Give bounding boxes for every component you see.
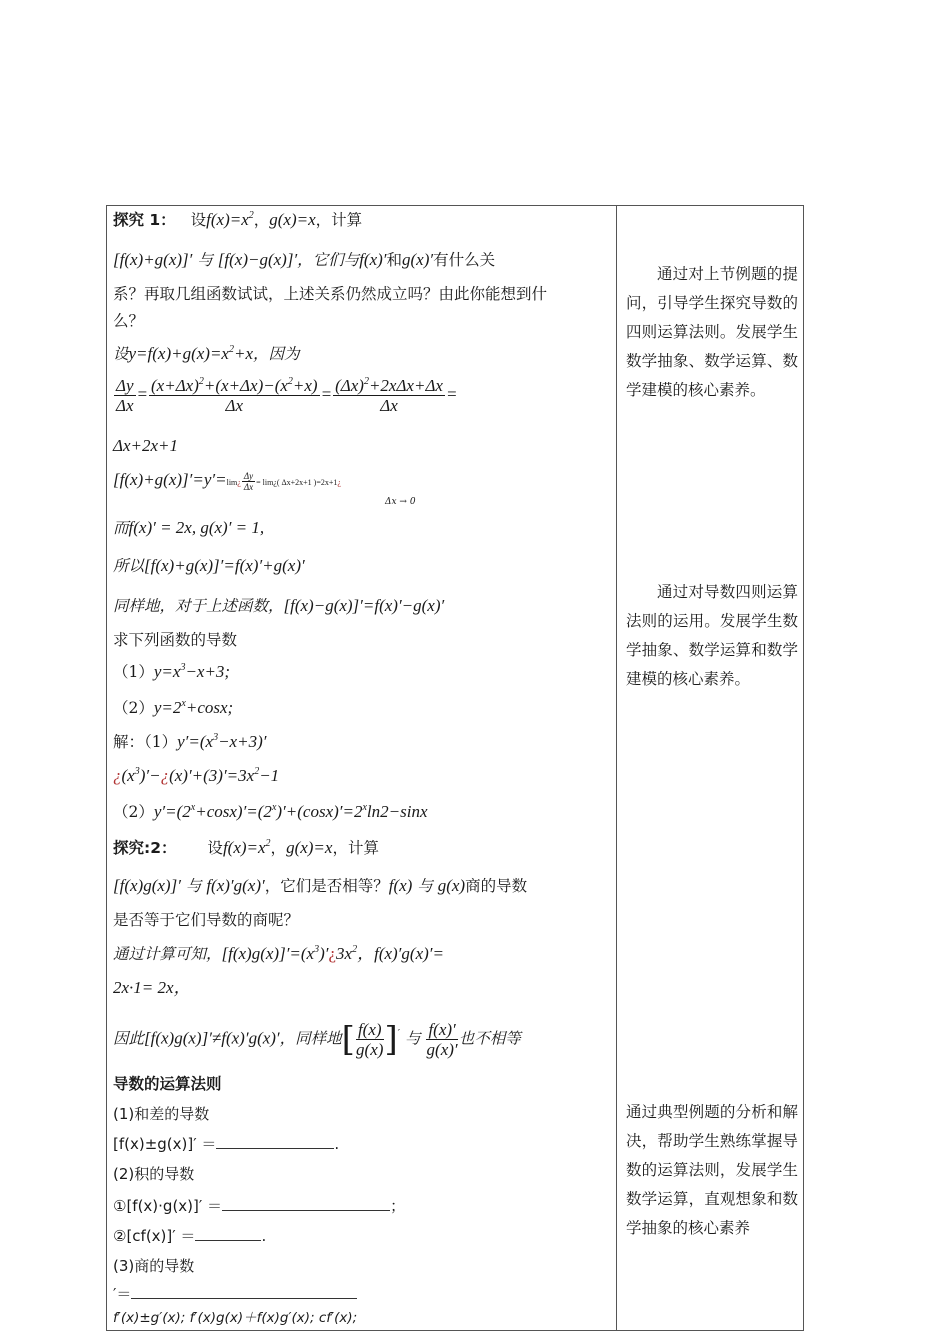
rules-title: 导数的运算法则 (113, 1075, 222, 1093)
rule-2-label: (2)积的导数 (113, 1165, 195, 1183)
difference-quotient: $\frac{\Delta y}{\Delta x}$ = $\frac{(x+\Delta x)^2+(x+\Delta x)-(x^2+x)}{\Delta x}$ = $\frac{(\Delta x)^2+2x\Delta x+\Delta x}{\Delta x}$ = (116, 376, 458, 415)
example-1: $(1)y=x^3-x+3$; (113, 662, 231, 681)
rule-2b-blank[interactable] (195, 1226, 261, 1241)
rules-answers: f′(x)±g′(x); f′(x)g(x)＋f(x)g′(x); cf′(x); (113, 1310, 358, 1326)
note-1: 通过对上节例题的提问，引导学生探究导数的四则运算法则。发展学生数学抽象、数学运算、数学建模的核心素养。 (626, 265, 798, 399)
quotient-result: Δx+2x+1 (113, 436, 179, 455)
limit-subscript: Δx → 0 (385, 497, 416, 507)
explore2-conclusion: 因此[f(x)g(x)]′≠f(x)′g(x)′，同样地[ $\frac{f(x)}{g(x)}$ ]′ 与 $\frac{f(x)'}{g(x)'}$ 也不相等 (113, 1019, 521, 1060)
rule-2b-formula: ②[cf(x)]′ ＝ . (113, 1227, 267, 1245)
rule-3-formula: ′＝ (113, 1284, 357, 1304)
limit-line: [f(x)+g(x)]′=y′=lim¿ $\frac{\Delta y}{\Delta x}$ = lim¿( Δx+2x+1 )=2x+1¿ (113, 470, 341, 492)
explore1-question-line3: 么？ (113, 312, 145, 330)
solution-1: 解：$(1)y'=(x^3-x+3)'$ (113, 732, 267, 751)
rule-2a-blank[interactable] (222, 1196, 390, 1211)
rule-3-blank[interactable] (131, 1284, 357, 1299)
let-y: 设$y=f(x)+g(x)=x^2+x$，因为 (113, 344, 300, 363)
explore2-result: 2x·1= 2x， (113, 978, 191, 997)
sum-rule: 所以[f(x)+g(x)]′=f(x)′+g(x)′ (113, 556, 305, 575)
rule-1-formula: [f(x)±g(x)]′ ＝ . (113, 1135, 340, 1153)
solution-2: $(2)y'=(2^x+\cos x)'=(2^x)'+(\cos x)'=2^x\ln 2-\sin x$ (113, 802, 428, 821)
note-3: 通过典型例题的分析和解决，帮助学生熟练掌握导数的运算法则，发展学生数学运算，直观想象和数学抽象的核心素养 (626, 1103, 798, 1237)
example-2: $(2)y=2^x+\cos x$; (113, 698, 234, 717)
difference-rule: 同样地，对于上述函数，[f(x)−g(x)]′=f(x)′−g(x)′ (113, 596, 445, 615)
explore2-calc: 通过计算可知，$[f(x)g(x)]'=(x^3)'¿3x^2$，f(x)′g(x)′= (113, 944, 444, 963)
note-2: 通过对导数四则运算法则的运用。发展学生数学抽象、数学运算和数学建模的核心素养。 (626, 583, 798, 688)
explore1-question: [f(x)+g(x)]′ 与 [f(x)−g(x)]′，它们与f(x)′和g(x)′有什么关 (113, 250, 496, 269)
column-divider (616, 205, 617, 1331)
explore2-heading: 探究:2： 设$f(x)=x^2$，g(x)=x，计算 (113, 838, 379, 857)
explore1-label: 探究 1： (113, 211, 176, 229)
explore2-question: [f(x)g(x)]′ 与 f(x)′g(x)′，它们是否相等？f(x) 与 g(x)商的导数 (113, 876, 528, 895)
solution-1-result: ¿$(x^3)'-¿(x)'+(3)'=3x^2-1$ (113, 766, 280, 785)
gx-def: g(x)=x (269, 210, 316, 229)
explore2-question-line2: 是否等于它们导数的商呢？ (113, 911, 300, 929)
rule-2a-formula: ①[f(x)·g(x)]′ ＝ ； (113, 1197, 406, 1215)
derivatives-fg: 而f(x)′ = 2x, g(x)′ = 1, (113, 518, 265, 537)
rule-1-blank[interactable] (216, 1134, 334, 1149)
explore1-question-line2: 系？再取几组函数试试，上述关系仍然成立吗？由此你能想到什 (113, 285, 548, 303)
rule-3-label: (3)商的导数 (113, 1257, 195, 1275)
rule-1-label: (1)和差的导数 (113, 1105, 210, 1123)
explore1-heading: 探究 1： 设$f(x)=x^2$，g(x)=x，计算 (113, 210, 363, 229)
fx-def: $f(x)=x^2$ (206, 210, 254, 229)
examples-intro: 求下列函数的导数 (113, 631, 238, 649)
